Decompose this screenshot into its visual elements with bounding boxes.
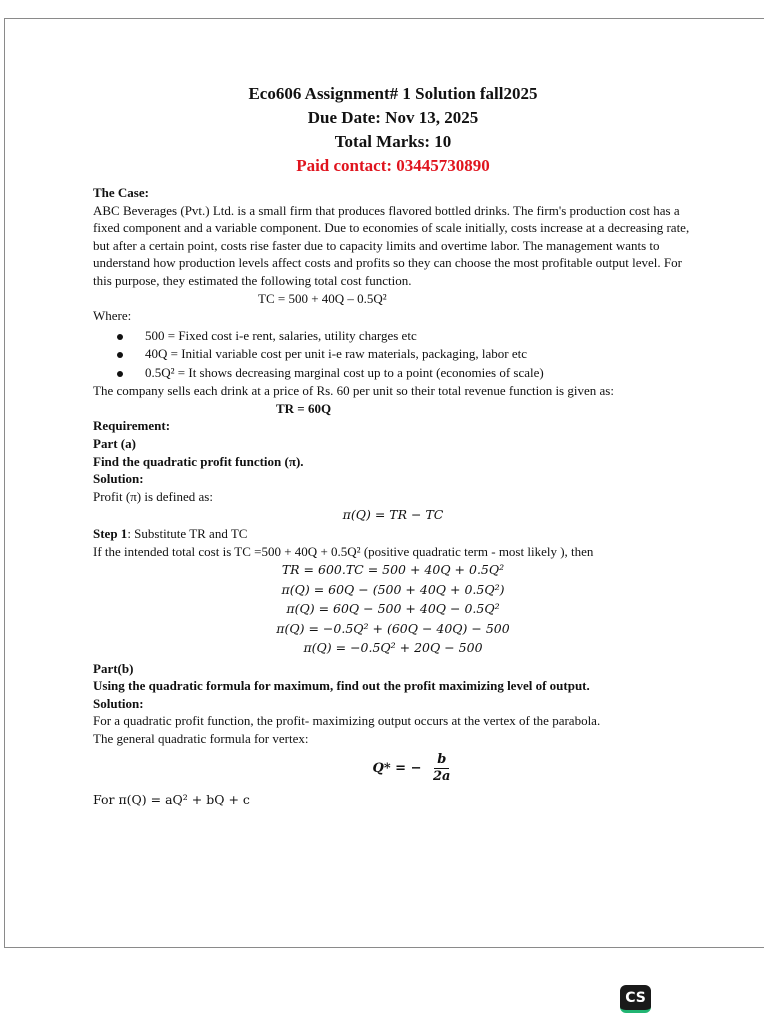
document-title: Eco606 Assignment# 1 Solution fall2025 [248, 84, 538, 103]
derivation-equation: π(Q) = 60Q − 500 + 40Q − 0.5Q² [286, 601, 500, 617]
step1-text: : Substitute TR and TC [127, 525, 248, 541]
revenue-text: The company sells each drink at a price of Rs. 60 per unit so their total revenue function is given as: [93, 383, 614, 399]
part-b-label: Part(b) [93, 660, 134, 676]
part-a-label: Part (a) [93, 436, 136, 452]
intended-cost-text: If the intended total cost is TC =500 + 40Q + 0.5Q² (positive quadratic term - most likely ), then [93, 543, 594, 559]
profit-equation: π(Q) = TR − TC [342, 507, 444, 523]
paid-contact: Paid contact: 03445730890 [296, 156, 490, 175]
tr-equation: TR = 60Q [276, 400, 332, 416]
derivation-equation: π(Q) = −0.5Q² + (60Q − 40Q) − 500 [276, 620, 510, 636]
tc-equation: TC = 500 + 40Q – 0.5Q² [258, 290, 387, 306]
vertex-formula [93, 752, 693, 785]
case-heading: The Case: [93, 185, 149, 200]
derivation-equation: TR = 600.TC = 500 + 40Q + 0.5Q² [281, 562, 505, 578]
part-b-solution-label: Solution: [93, 695, 144, 711]
list-item: 500 = Fixed cost i-e rent, salaries, utility charges etc [93, 327, 693, 346]
part-b-question: Using the quadratic formula for maximum, find out the profit maximizing level of output. [93, 678, 590, 694]
cost-components-list [93, 327, 693, 383]
vertex-fraction [430, 752, 453, 785]
vertex-explanation: For a quadratic profit function, the profit- maximizing output occurs at the vertex of the parabola. [93, 713, 601, 729]
where-label: Where: [93, 308, 132, 324]
document-page [93, 82, 693, 808]
list-item: 0.5Q² = It shows decreasing marginal cost up to a point (economies of scale) [93, 364, 693, 383]
step1-line [93, 525, 693, 543]
general-formula-text: The general quadratic formula for vertex: [93, 730, 309, 746]
requirement-heading: Requirement: [93, 418, 171, 434]
derivation-equation: π(Q) = 60Q − (500 + 40Q + 0.5Q²) [281, 581, 505, 597]
camscanner-logo: CS [620, 985, 651, 1013]
step1-label: Step 1 [93, 525, 128, 541]
part-a-solution-label: Solution: [93, 471, 144, 487]
vertex-lhs: Q* = − [372, 760, 422, 776]
due-date: Due Date: Nov 13, 2025 [307, 108, 479, 127]
total-marks: Total Marks: 10 [334, 132, 452, 151]
vertex-numerator: b [434, 752, 449, 769]
part-a-question: Find the quadratic profit function (π). [93, 453, 304, 469]
vertex-denominator: 2a [433, 768, 451, 784]
profit-definition: Profit (π) is defined as: [93, 488, 213, 504]
for-pi-text: For π(Q) = aQ² + bQ + c [93, 791, 250, 807]
case-paragraph: ABC Beverages (Pvt.) Ltd. is a small firm that produces flavored bottled drinks. The firm's production cost has a fixed component and a variable component. Due to economies of scale initially, costs increase at a decreasing rate, but after a certain point, costs rise faster due to capacity limits and overtime labor. The management wants to understand how production levels affect costs and profits so they can choose the most profitable output level. For this purpose, they estimated the following total cost function. [93, 202, 690, 288]
derivation-equation: π(Q) = −0.5Q² + 20Q − 500 [303, 640, 483, 656]
list-item: 40Q = Initial variable cost per unit i-e raw materials, packaging, labor etc [93, 345, 693, 364]
